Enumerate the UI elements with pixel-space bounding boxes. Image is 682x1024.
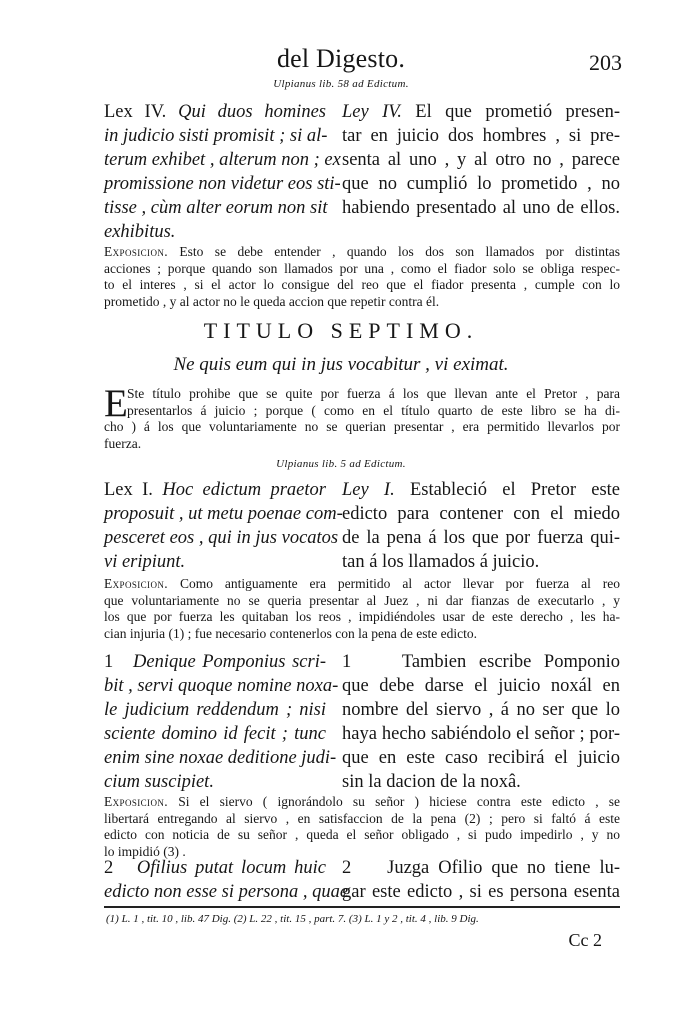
footnote-divider [104, 906, 620, 908]
spanish-line: habiendo presentado al uno de ellos. [342, 198, 620, 218]
spanish-line: que no cumplió lo prometido , no [342, 174, 620, 194]
spanish-line: edicto para contener con el miedo [342, 504, 620, 524]
spanish-line: Tambien escribe Pomponio [401, 652, 621, 672]
latin-line: vi eripiunt. [104, 552, 186, 572]
spanish-line: gar este edicto , si es persona esenta [342, 882, 620, 902]
latin-line: sciente domino id fecit ; tunc [104, 724, 326, 744]
intro-line: fuerza. [104, 435, 142, 451]
spanish-line: tan á los llamados á juicio. [342, 552, 540, 572]
exposicion-line: que voluntariamente no se queria presentar al Juez , ni dar fianzas de executarlo , y [104, 592, 620, 608]
latin-column-lex4 [104, 100, 341, 244]
source-citation: Ulpianus lib. 58 ad Edictum. [273, 78, 409, 90]
title-introduction [104, 382, 620, 452]
latin-line: edicto non esse si persona , quae [104, 882, 349, 902]
latin-column-par2 [104, 856, 349, 904]
lex-heading: Lex I. [104, 480, 153, 500]
latin-line: exhibitus. [104, 222, 176, 242]
spanish-line: senta al uno , y al otro no , parece [342, 150, 620, 170]
signature-mark: Cc 2 [568, 930, 602, 950]
latin-line: pesceret eos , qui in jus vocatos [104, 528, 339, 548]
spanish-line: haya hecho sabiéndolo el señor ; por- [342, 724, 620, 744]
exposicion-heading: Exposicion. [104, 576, 169, 591]
latin-line: proposuit , ut metu poenae com- [104, 504, 343, 524]
spanish-line: que debe darse el juicio noxál en [342, 676, 620, 696]
running-header: del Digesto. [276, 44, 406, 73]
exposicion-line: to el interes , si el actor lo consigue del reo que el fiador presenta , cumple con lo [104, 277, 620, 292]
exposicion-line: Si el siervo ( ignorándolo su señor ) hiciese contra este edicto , se [178, 794, 621, 809]
latin-column-par1 [104, 650, 339, 794]
spanish-line: nombre del siervo , á no ser que lo [342, 700, 620, 720]
spanish-column-ley4 [342, 100, 620, 220]
latin-line: Denique Pomponius scri- [133, 652, 326, 672]
exposicion-line: prometido , y al actor no le queda accion que repetir contra él. [104, 293, 440, 309]
latin-line: Hoc edictum praetor [162, 480, 326, 500]
paragraph-number: 1 [104, 652, 114, 672]
latin-line: Qui duos homines [178, 102, 326, 122]
exposicion-line: edicto con noticia de su señor , queda el señor obligado , si pudo impedirlo , y no [104, 827, 620, 842]
latin-line: terum exhibet , alterum non ; ex [104, 150, 341, 170]
spanish-column-par1 [342, 650, 620, 794]
exposicion-2 [104, 576, 620, 642]
spanish-line: El que prometió presen- [415, 102, 620, 122]
exposicion-3 [104, 794, 620, 860]
spanish-column-ley1 [342, 478, 620, 574]
exposicion-1 [104, 244, 620, 310]
spanish-line: tar en juicio dos hombres , si pre- [342, 126, 620, 146]
spanish-column-par2 [342, 856, 620, 904]
drop-cap: E [104, 382, 128, 425]
exposicion-line: cian injuria (1) ; fue necesario contenerlos con la pena de este edicto. [104, 625, 477, 641]
exposicion-line: lo impidió (3) . [104, 843, 186, 859]
exposicion-heading: Exposicion. [104, 244, 169, 259]
exposicion-line: acciones ; porque quando son llamados por una , como el fiador solo se obliga respec- [104, 260, 620, 276]
latin-column-lex1 [104, 478, 343, 574]
spanish-line: Juzga Ofilio que no tiene lu- [387, 858, 620, 878]
paragraph-number: 1 [342, 652, 352, 672]
exposicion-heading: Exposicion. [104, 794, 169, 809]
paragraph-number: 2 [104, 858, 114, 878]
section-subtitle: Ne quis eum qui in jus vocabitur , vi eximat. [173, 354, 509, 375]
latin-line: promissione non videtur eos sti- [104, 174, 341, 194]
exposicion-line: libertará entregando al siervo , en satisfaccion de la pena (2) ; pero si faltó á este [104, 810, 620, 826]
spanish-line: que en este caso recibirá el juicio [342, 748, 620, 768]
exposicion-line: Esto se debe entender , quando los dos son llamados por distintas [179, 244, 620, 259]
spanish-line: Estableció el Pretor este [409, 480, 620, 500]
source-citation: Ulpianus lib. 5 ad Edictum. [276, 458, 406, 470]
page-number: 203 [589, 50, 622, 75]
latin-line: bit , servi quoque nomine noxa- [104, 676, 339, 696]
lex-heading: Lex IV. [104, 102, 167, 122]
ley-heading: Ley IV. [342, 102, 402, 122]
exposicion-line: Como antiguamente era permitido al actor llevar por fuerza al reo [179, 576, 621, 591]
latin-line: enim sine noxae deditione judi- [104, 748, 337, 768]
footnotes: (1) L. 1 , tit. 10 , lib. 47 Dig. (2) L. 22 , tit. 15 , part. 7. (3) L. 1 y 2 , tit. 4 , lib. 9 Dig. [106, 913, 479, 925]
spanish-line: sin la dacion de la noxâ. [342, 772, 521, 792]
ley-heading: Ley I. [342, 480, 395, 500]
exposicion-line: los que por fuerza les quitaban los reos , impidiéndoles usar de este derecho , les ha- [104, 609, 620, 624]
spanish-line: de la pena á los que por fuerza qui- [342, 528, 620, 548]
intro-line: Ste título prohibe que se quite por fuerza á los que llevan ante el Pretor , para [127, 386, 620, 401]
paragraph-number: 2 [342, 858, 352, 878]
latin-line: tisse , cùm alter eorum non sit [104, 198, 328, 218]
latin-line: le judicium reddendum ; nisi [104, 700, 326, 720]
latin-line: Ofilius putat locum huic [136, 858, 326, 878]
latin-line: in judicio sisti promisit ; si al- [104, 126, 328, 146]
latin-line: cium suscipiet. [104, 772, 214, 792]
section-title: TITULO SEPTIMO. [203, 318, 479, 343]
intro-line: cho ) á los que voluntariamente no se querian presentar , era permitido llevarlos por [104, 419, 620, 434]
intro-line: presentarlos á juicio ; porque ( como en el título quarto de este libro se ha di- [127, 402, 620, 418]
